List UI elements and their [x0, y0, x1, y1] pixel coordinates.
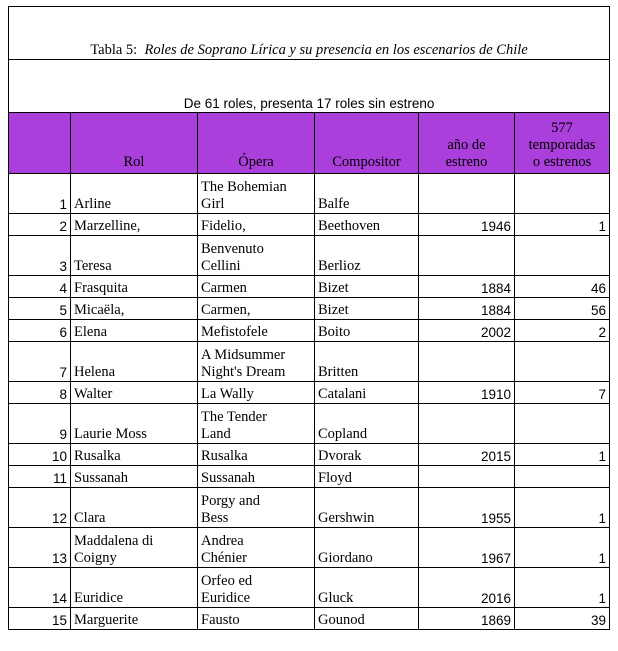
table-row	[9, 528, 610, 568]
row-number: 12	[9, 488, 71, 528]
role-cell: Euridice	[71, 568, 198, 608]
composer-cell: Boito	[315, 320, 419, 342]
role-cell: Rusalka	[71, 444, 198, 466]
table-row	[9, 608, 610, 630]
seasons-cell: 1	[515, 528, 610, 568]
seasons-cell: 2	[515, 320, 610, 342]
header-year: año de estreno	[419, 113, 515, 174]
year-cell: 1946	[419, 214, 515, 236]
role-cell: Elena	[71, 320, 198, 342]
seasons-cell: 56	[515, 298, 610, 320]
table-row	[9, 444, 610, 466]
table-row	[9, 174, 610, 214]
seasons-cell	[515, 174, 610, 214]
role-cell: Frasquita	[71, 276, 198, 298]
table-row	[9, 466, 610, 488]
role-cell: Laurie Moss	[71, 404, 198, 444]
row-number: 6	[9, 320, 71, 342]
opera-cell: The Tender Land	[198, 404, 315, 444]
subtitle-row	[9, 60, 610, 113]
row-number: 15	[9, 608, 71, 630]
year-cell: 1869	[419, 608, 515, 630]
table-body	[9, 7, 610, 630]
caption-lead: Tabla 5:	[90, 42, 138, 58]
year-cell	[419, 236, 515, 276]
table-row	[9, 214, 610, 236]
seasons-cell	[515, 404, 610, 444]
composer-cell: Floyd	[315, 466, 419, 488]
composer-cell: Britten	[315, 342, 419, 382]
composer-cell: Dvorak	[315, 444, 419, 466]
table-row	[9, 320, 610, 342]
year-cell: 2015	[419, 444, 515, 466]
role-cell: Teresa	[71, 236, 198, 276]
role-cell: Sussanah	[71, 466, 198, 488]
row-number: 10	[9, 444, 71, 466]
opera-cell: A Midsummer Night's Dream	[198, 342, 315, 382]
composer-cell: Gershwin	[315, 488, 419, 528]
year-cell: 1884	[419, 276, 515, 298]
header-compositor: Compositor	[315, 113, 419, 174]
opera-cell: Orfeo ed Euridice	[198, 568, 315, 608]
row-number: 9	[9, 404, 71, 444]
composer-cell: Gounod	[315, 608, 419, 630]
table-row	[9, 404, 610, 444]
year-cell	[419, 404, 515, 444]
seasons-cell	[515, 466, 610, 488]
seasons-cell: 1	[515, 568, 610, 608]
year-cell: 1955	[419, 488, 515, 528]
row-number: 8	[9, 382, 71, 404]
opera-cell: Carmen,	[198, 298, 315, 320]
header-number	[9, 113, 71, 174]
table-row	[9, 298, 610, 320]
opera-cell: Porgy and Bess	[198, 488, 315, 528]
seasons-cell	[515, 342, 610, 382]
seasons-cell: 1	[515, 488, 610, 528]
role-cell: Walter	[71, 382, 198, 404]
role-cell: Maddalena di Coigny	[71, 528, 198, 568]
role-cell: Marguerite	[71, 608, 198, 630]
row-number: 5	[9, 298, 71, 320]
seasons-cell: 1	[515, 214, 610, 236]
table-caption	[9, 7, 610, 60]
seasons-cell: 7	[515, 382, 610, 404]
year-cell: 1967	[419, 528, 515, 568]
header-seasons: 577 temporadas o estrenos	[515, 113, 610, 174]
seasons-cell: 39	[515, 608, 610, 630]
composer-cell: Gluck	[315, 568, 419, 608]
row-number: 3	[9, 236, 71, 276]
year-cell: 1910	[419, 382, 515, 404]
row-number: 4	[9, 276, 71, 298]
table-subtitle: De 61 roles, presenta 17 roles sin estreno	[9, 60, 610, 113]
composer-cell: Catalani	[315, 382, 419, 404]
role-cell: Arline	[71, 174, 198, 214]
opera-cell: Benvenuto Cellini	[198, 236, 315, 276]
year-cell	[419, 466, 515, 488]
header-rol: Rol	[71, 113, 198, 174]
role-cell: Clara	[71, 488, 198, 528]
composer-cell: Giordano	[315, 528, 419, 568]
year-cell: 2016	[419, 568, 515, 608]
caption-row	[9, 7, 610, 60]
roles-table	[8, 6, 610, 630]
row-number: 2	[9, 214, 71, 236]
composer-cell: Copland	[315, 404, 419, 444]
opera-cell: La Wally	[198, 382, 315, 404]
row-number: 11	[9, 466, 71, 488]
opera-cell: Rusalka	[198, 444, 315, 466]
caption-title: Roles de Soprano Lírica y su presencia en los escenarios de Chile	[144, 42, 528, 58]
opera-cell: Fidelio,	[198, 214, 315, 236]
table-row	[9, 568, 610, 608]
role-cell: Helena	[71, 342, 198, 382]
year-cell: 1884	[419, 298, 515, 320]
row-number: 1	[9, 174, 71, 214]
opera-cell: Carmen	[198, 276, 315, 298]
year-cell: 2002	[419, 320, 515, 342]
table-row	[9, 488, 610, 528]
table-row	[9, 382, 610, 404]
composer-cell: Beethoven	[315, 214, 419, 236]
opera-cell: Fausto	[198, 608, 315, 630]
header-opera: Ópera	[198, 113, 315, 174]
seasons-cell	[515, 236, 610, 276]
year-cell	[419, 342, 515, 382]
composer-cell: Balfe	[315, 174, 419, 214]
role-cell: Marzelline,	[71, 214, 198, 236]
composer-cell: Berlioz	[315, 236, 419, 276]
row-number: 7	[9, 342, 71, 382]
table-row	[9, 276, 610, 298]
seasons-cell: 46	[515, 276, 610, 298]
seasons-cell: 1	[515, 444, 610, 466]
composer-cell: Bizet	[315, 298, 419, 320]
row-number: 14	[9, 568, 71, 608]
opera-cell: The Bohemian Girl	[198, 174, 315, 214]
table-row	[9, 342, 610, 382]
year-cell	[419, 174, 515, 214]
header-row	[9, 113, 610, 174]
opera-cell: Andrea Chénier	[198, 528, 315, 568]
opera-cell: Mefistofele	[198, 320, 315, 342]
role-cell: Micaëla,	[71, 298, 198, 320]
opera-cell: Sussanah	[198, 466, 315, 488]
row-number: 13	[9, 528, 71, 568]
table-row	[9, 236, 610, 276]
composer-cell: Bizet	[315, 276, 419, 298]
